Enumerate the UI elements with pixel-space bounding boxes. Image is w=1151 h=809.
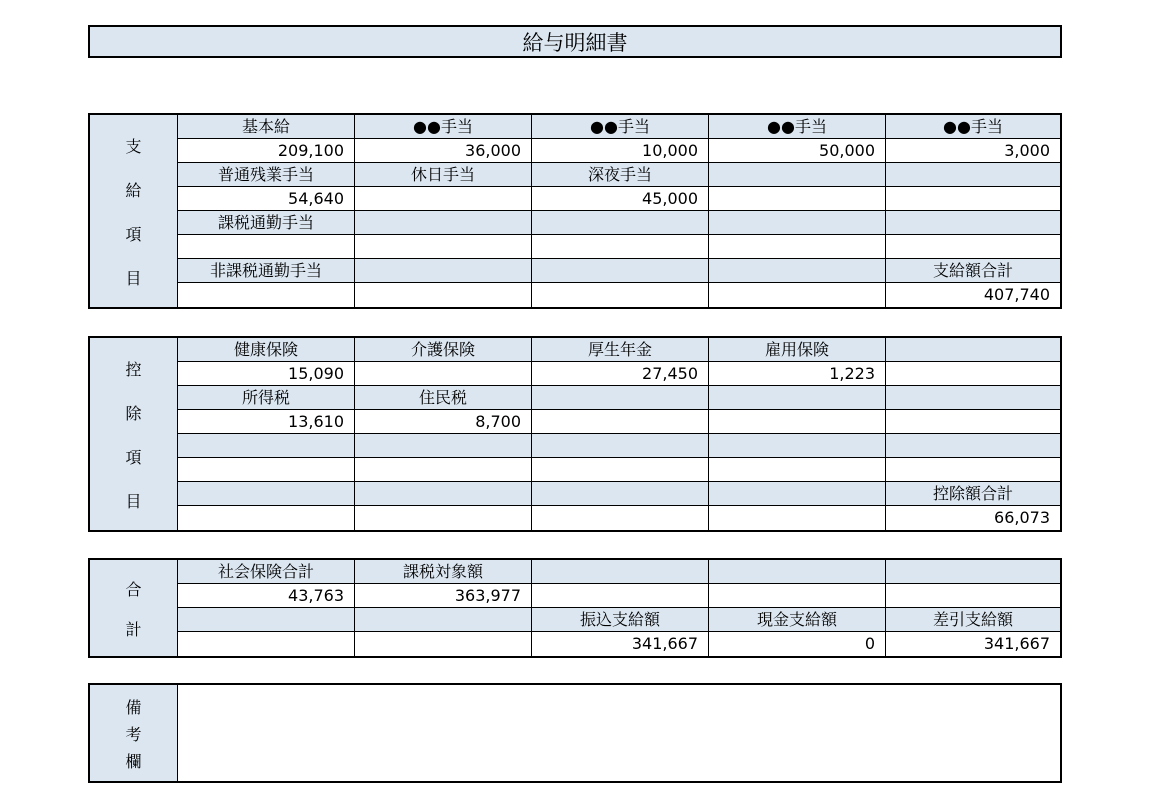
amount-cell[interactable] (709, 235, 886, 259)
item-label-cell: 支給額合計 (886, 259, 1060, 283)
deductions-grid (178, 338, 1060, 530)
item-label-cell (532, 434, 709, 458)
amount-cell[interactable] (355, 632, 532, 656)
label-char: 目 (125, 491, 142, 511)
item-label-cell: 社会保険合計 (178, 560, 355, 584)
amount-cell[interactable]: 15,090 (178, 362, 355, 386)
amount-cell[interactable] (355, 283, 532, 307)
item-label-cell (178, 482, 355, 506)
amount-cell[interactable] (355, 362, 532, 386)
label-char: 欄 (125, 751, 142, 771)
amount-cell[interactable]: 3,000 (886, 139, 1060, 163)
item-label-cell (355, 608, 532, 632)
amount-cell[interactable] (532, 283, 709, 307)
payments-grid (178, 115, 1060, 307)
amount-cell[interactable]: 43,763 (178, 584, 355, 608)
item-label-cell: 課税対象額 (355, 560, 532, 584)
item-label-cell (178, 434, 355, 458)
item-label-cell (709, 560, 886, 584)
amount-cell[interactable]: 8,700 (355, 410, 532, 434)
amount-cell[interactable] (886, 362, 1060, 386)
page-title: 給与明細書 (88, 25, 1062, 58)
item-label-cell: ●●手当 (532, 115, 709, 139)
amount-cell[interactable] (709, 187, 886, 211)
item-label-cell (532, 560, 709, 584)
item-label-cell (532, 386, 709, 410)
amount-cell[interactable] (709, 283, 886, 307)
item-label-cell: ●●手当 (886, 115, 1060, 139)
amount-cell[interactable] (355, 458, 532, 482)
item-label-cell: 振込支給額 (532, 608, 709, 632)
item-label-cell (886, 386, 1060, 410)
amount-cell[interactable]: 209,100 (178, 139, 355, 163)
amount-cell[interactable] (532, 410, 709, 434)
item-label-cell: 課税通勤手当 (178, 211, 355, 235)
item-label-cell: 健康保険 (178, 338, 355, 362)
totals-section-label (90, 560, 178, 656)
amount-cell[interactable]: 1,223 (709, 362, 886, 386)
amount-cell[interactable] (178, 283, 355, 307)
amount-cell[interactable] (355, 235, 532, 259)
label-char: 項 (125, 224, 142, 244)
amount-cell[interactable] (532, 506, 709, 530)
amount-cell[interactable]: 341,667 (886, 632, 1060, 656)
item-label-cell (532, 259, 709, 283)
amount-cell[interactable] (709, 506, 886, 530)
amount-cell[interactable] (886, 235, 1060, 259)
amount-cell[interactable]: 341,667 (532, 632, 709, 656)
item-label-cell: 非課税通勤手当 (178, 259, 355, 283)
item-label-cell (886, 163, 1060, 187)
amount-cell[interactable] (886, 410, 1060, 434)
amount-cell[interactable] (355, 506, 532, 530)
remarks-field[interactable] (178, 685, 1060, 781)
item-label-cell (709, 163, 886, 187)
label-char: 控 (125, 359, 142, 379)
amount-cell[interactable]: 13,610 (178, 410, 355, 434)
item-label-cell: 雇用保険 (709, 338, 886, 362)
remarks-section-label (90, 685, 178, 781)
amount-cell[interactable]: 0 (709, 632, 886, 656)
amount-cell[interactable]: 45,000 (532, 187, 709, 211)
totals-section (88, 558, 1062, 658)
item-label-cell: 差引支給額 (886, 608, 1060, 632)
amount-cell[interactable] (532, 584, 709, 608)
item-label-cell: 厚生年金 (532, 338, 709, 362)
item-label-cell: 控除額合計 (886, 482, 1060, 506)
item-label-cell (532, 482, 709, 506)
item-label-cell (355, 259, 532, 283)
amount-cell[interactable] (178, 458, 355, 482)
amount-cell[interactable] (355, 187, 532, 211)
amount-cell[interactable]: 66,073 (886, 506, 1060, 530)
item-label-cell: 所得税 (178, 386, 355, 410)
item-label-cell: 現金支給額 (709, 608, 886, 632)
amount-cell[interactable] (709, 410, 886, 434)
item-label-cell (709, 434, 886, 458)
payments-section-label (90, 115, 178, 307)
label-char: 項 (125, 447, 142, 467)
label-char: 備 (125, 697, 142, 717)
item-label-cell (709, 211, 886, 235)
item-label-cell: 基本給 (178, 115, 355, 139)
amount-cell[interactable]: 50,000 (709, 139, 886, 163)
label-char: 合 (125, 579, 142, 599)
item-label-cell (178, 608, 355, 632)
label-char: 考 (125, 724, 142, 744)
amount-cell[interactable] (532, 235, 709, 259)
item-label-cell (709, 386, 886, 410)
item-label-cell (709, 482, 886, 506)
item-label-cell (886, 211, 1060, 235)
totals-grid (178, 560, 1060, 656)
label-char: 計 (125, 619, 142, 639)
payments-section (88, 113, 1062, 309)
item-label-cell: ●●手当 (355, 115, 532, 139)
label-char: 目 (125, 268, 142, 288)
amount-cell[interactable]: 54,640 (178, 187, 355, 211)
amount-cell[interactable]: 363,977 (355, 584, 532, 608)
amount-cell[interactable] (709, 584, 886, 608)
deductions-section (88, 336, 1062, 532)
amount-cell[interactable] (178, 506, 355, 530)
item-label-cell (355, 211, 532, 235)
item-label-cell (355, 482, 532, 506)
item-label-cell: 深夜手当 (532, 163, 709, 187)
label-char: 給 (125, 180, 142, 200)
amount-cell[interactable] (709, 458, 886, 482)
amount-cell[interactable] (532, 458, 709, 482)
item-label-cell (886, 560, 1060, 584)
deductions-section-label (90, 338, 178, 530)
amount-cell[interactable]: 10,000 (532, 139, 709, 163)
item-label-cell: 休日手当 (355, 163, 532, 187)
amount-cell[interactable] (178, 632, 355, 656)
item-label-cell (709, 259, 886, 283)
item-label-cell (886, 434, 1060, 458)
remarks-section (88, 683, 1062, 783)
item-label-cell: ●●手当 (709, 115, 886, 139)
amount-cell[interactable] (886, 187, 1060, 211)
amount-cell[interactable] (886, 458, 1060, 482)
amount-cell[interactable] (886, 584, 1060, 608)
amount-cell[interactable] (178, 235, 355, 259)
item-label-cell: 介護保険 (355, 338, 532, 362)
item-label-cell (355, 434, 532, 458)
amount-cell[interactable]: 36,000 (355, 139, 532, 163)
label-char: 除 (125, 403, 142, 423)
item-label-cell: 普通残業手当 (178, 163, 355, 187)
item-label-cell: 住民税 (355, 386, 532, 410)
item-label-cell (532, 211, 709, 235)
amount-cell[interactable]: 407,740 (886, 283, 1060, 307)
item-label-cell (886, 338, 1060, 362)
label-char: 支 (125, 136, 142, 156)
amount-cell[interactable]: 27,450 (532, 362, 709, 386)
